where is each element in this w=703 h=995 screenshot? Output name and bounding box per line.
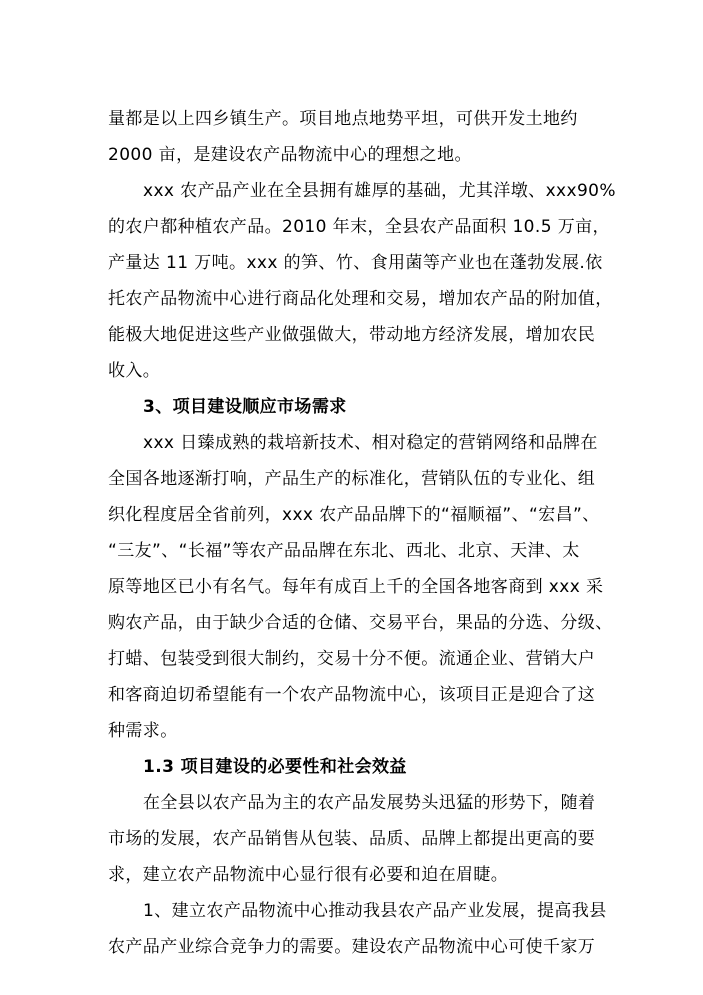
paragraph-line: 原等地区已小有名气。每年有成百上千的全国各地客商到 xxx 采 <box>108 577 604 597</box>
paragraph-line: 求，建立农产品物流中心显行很有必要和迫在眉睫。 <box>108 865 509 885</box>
paragraph-line: xxx 日臻成熟的栽培新技术、相对稳定的营销网络和品牌在 <box>143 433 598 453</box>
paragraph-line: 的农户都种植农产品。2010 年末，全县农产品面积 10.5 万亩， <box>108 217 610 237</box>
paragraph-line: 打蜡、包装受到很大制约，交易十分不便。流通企业、营销大户 <box>108 649 596 669</box>
paragraph-line: 市场的发展，农产品销售从包装、品质、品牌上都提出更高的要 <box>108 829 596 849</box>
paragraph-line: 和客商迫切希望能有一个农产品物流中心，该项目正是迎合了这 <box>108 685 596 705</box>
paragraph-line: 2000 亩，是建设农产品物流中心的理想之地。 <box>108 145 472 165</box>
paragraph-line: 托农产品物流中心进行商品化处理和交易，增加农产品的附加值， <box>108 289 613 309</box>
paragraph-line: 在全县以农产品为主的农产品发展势头迅猛的形势下，随着 <box>143 793 596 813</box>
paragraph-line: 全国各地逐渐打响，产品生产的标准化，营销队伍的专业化、组 <box>108 469 596 489</box>
section-heading: 3、项目建设顺应市场需求 <box>143 397 347 417</box>
paragraph-line: 农产品产业综合竞争力的需要。建设农产品物流中心可使千家万 <box>108 937 596 957</box>
paragraph-line: 能极大地促进这些产业做强做大，带动地方经济发展，增加农民 <box>108 325 596 345</box>
paragraph-line: xxx 农产品产业在全县拥有雄厚的基础，尤其洋墩、xxx90% <box>143 181 616 201</box>
paragraph-line: 种需求。 <box>108 721 178 741</box>
paragraph-line: 1、建立农产品物流中心推动我县农产品产业发展，提高我县 <box>143 901 607 921</box>
paragraph-line: 收入。 <box>108 361 161 381</box>
paragraph-line: 购农产品，由于缺少合适的仓储、交易平台，果品的分选、分级、 <box>108 613 613 633</box>
paragraph-line: “三友”、“长福”等农产品品牌在东北、西北、北京、天津、太 <box>108 541 580 561</box>
section-heading: 1.3 项目建设的必要性和社会效益 <box>143 757 407 777</box>
paragraph-line: 产量达 11 万吨。xxx 的笋、竹、食用菌等产业也在蓬勃发展.依 <box>108 253 603 273</box>
paragraph-line: 量都是以上四乡镇生产。项目地点地势平坦，可供开发土地约 <box>108 109 578 129</box>
paragraph-line: 织化程度居全省前列，xxx 农产品品牌下的“福顺福”、“宏昌”、 <box>108 505 600 525</box>
